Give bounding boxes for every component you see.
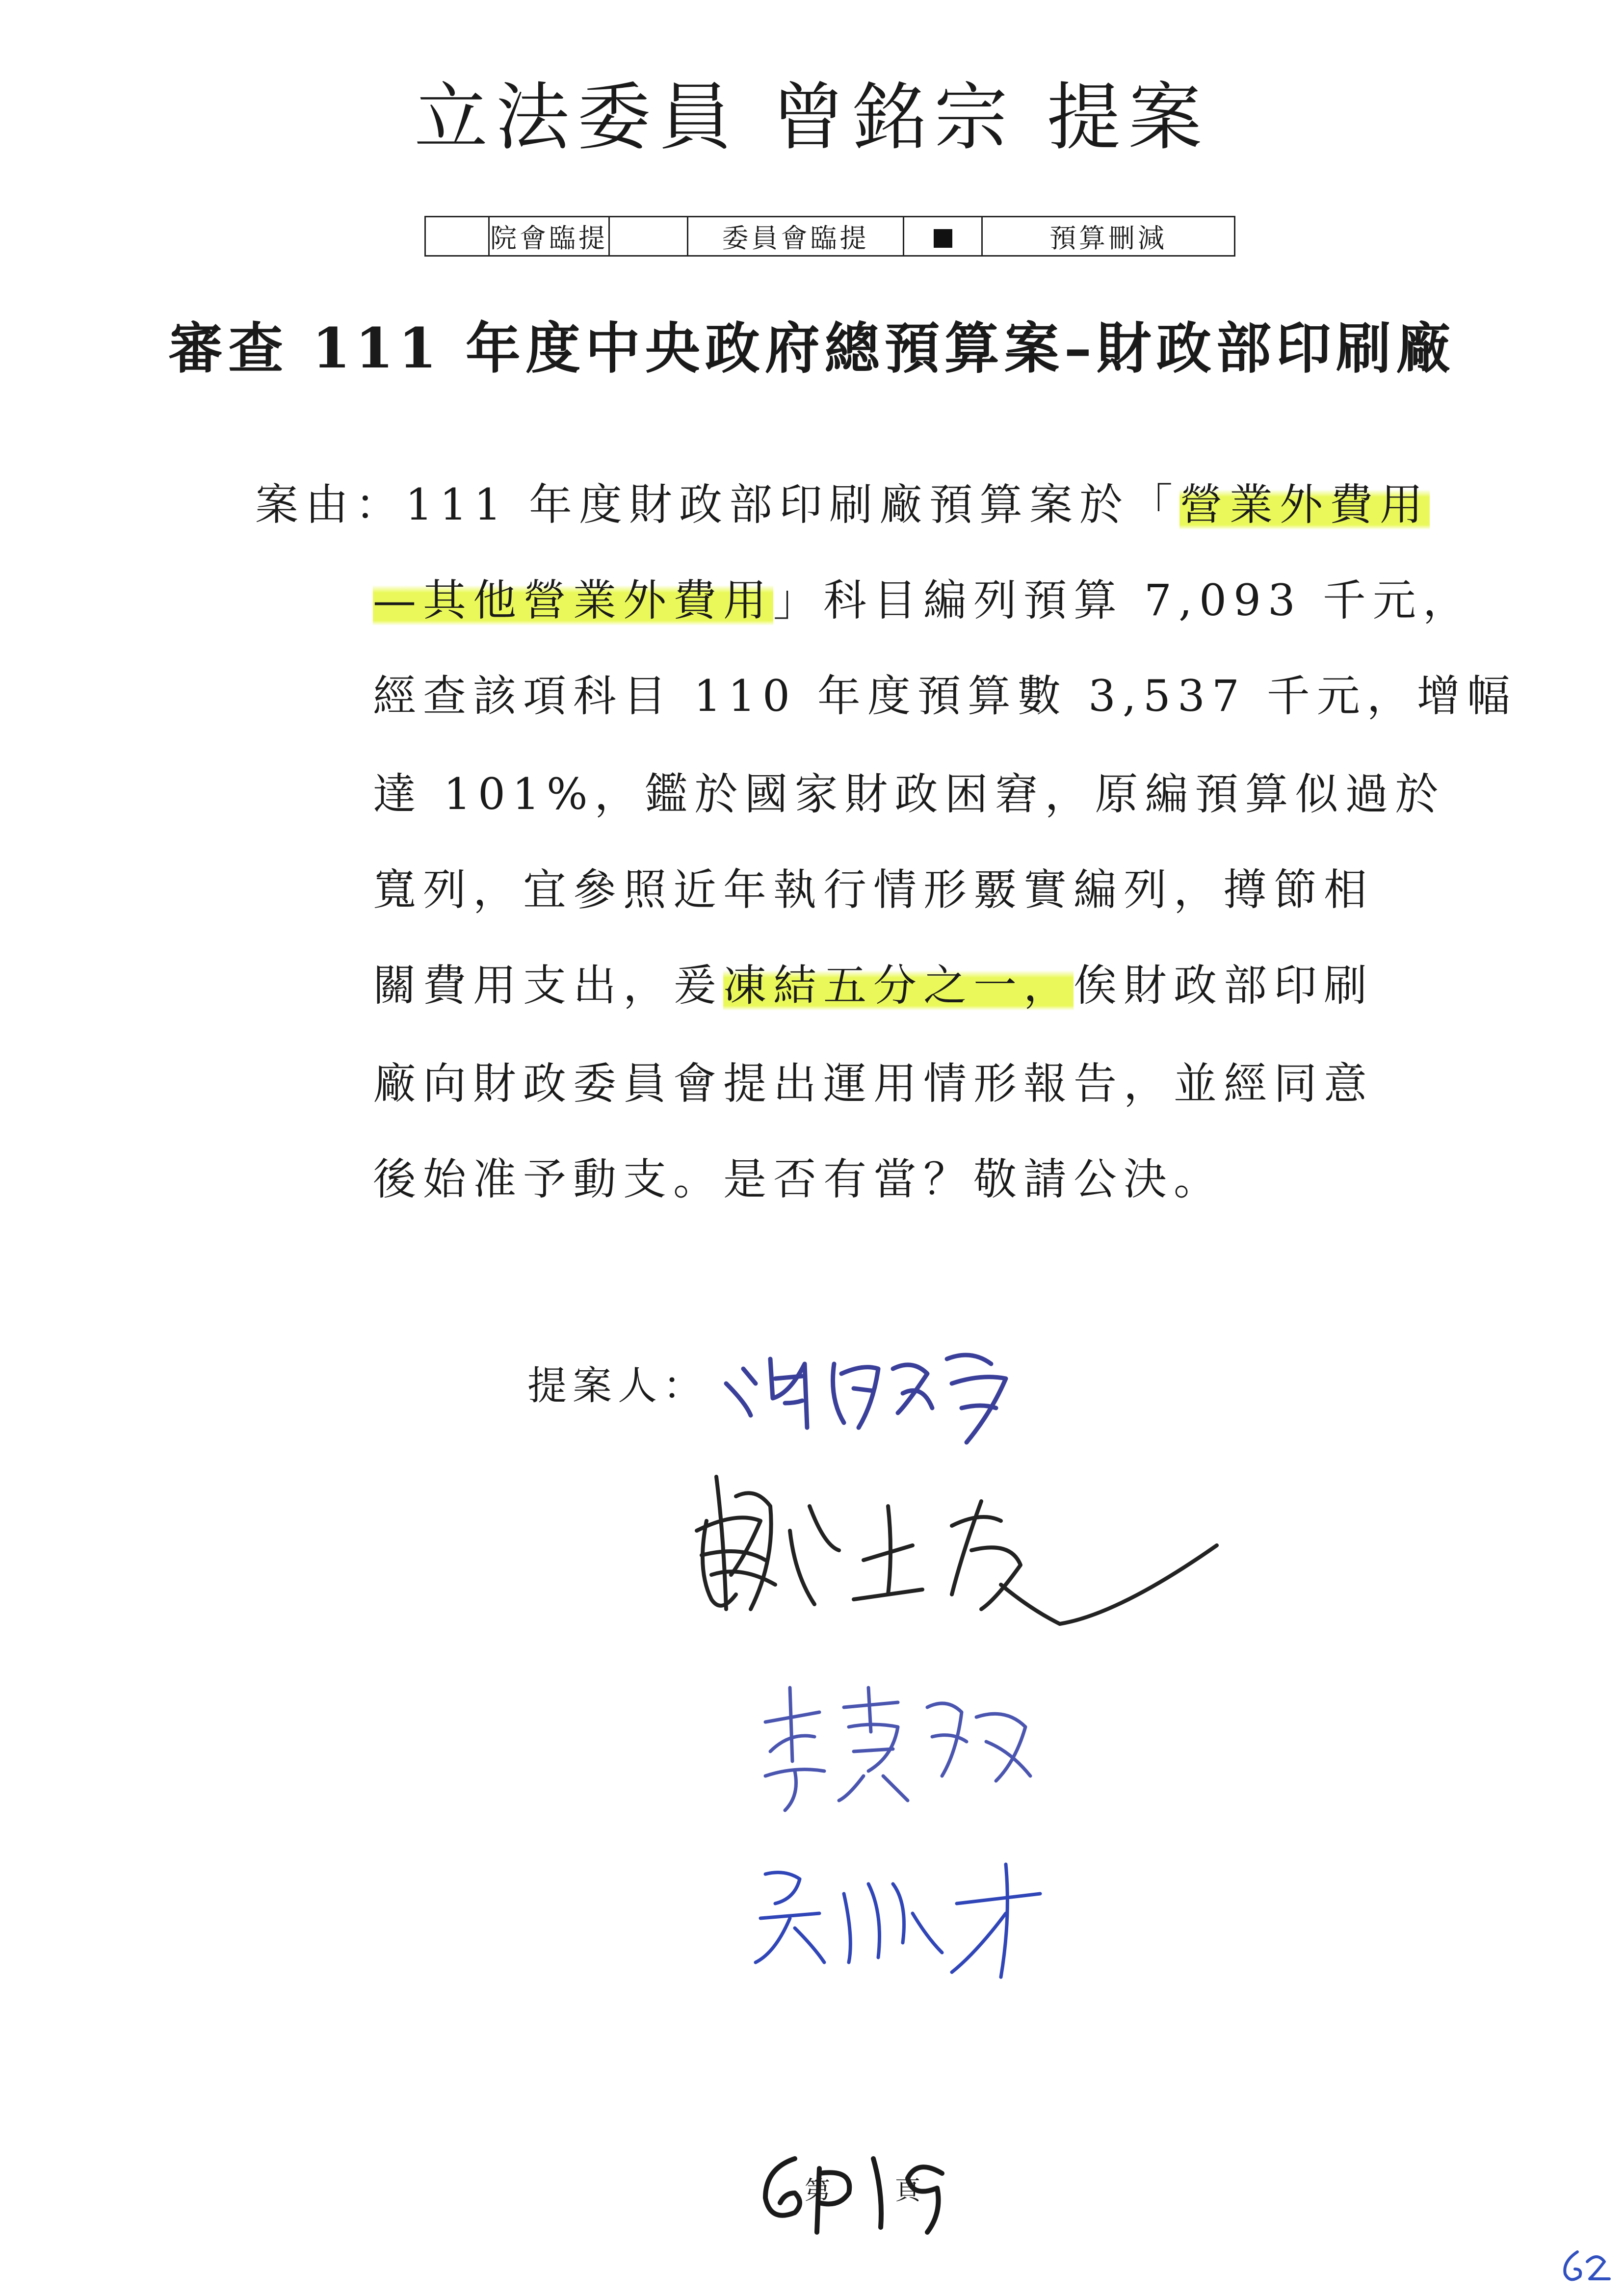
label-plenary-motion: 院會臨提 [489, 217, 609, 256]
signature-tseng-ming-chung [716, 1330, 1021, 1457]
checkbox-budget-cut[interactable] [904, 217, 982, 256]
body-text-segment: 」科目編列預算 7,093 千元， [773, 575, 1473, 626]
body-line [255, 479, 1430, 530]
page-number-label: 第 頁 [805, 2176, 941, 2206]
checkbox-plenary[interactable] [425, 217, 489, 256]
body-line [373, 575, 1473, 626]
legislator-header: 立法委員 曾銘宗 提案 [414, 75, 1210, 160]
proposal-type-table [424, 216, 1235, 257]
body-text-segment: 經查該項科目 110 年度預算數 3,537 千元，增幅 [373, 671, 1517, 721]
signature-lee-kuei-min [751, 1678, 1045, 1815]
checkbox-committee[interactable] [609, 217, 688, 256]
signature-wu-szu-huai [746, 1854, 1060, 1982]
signature-lai-shyh-bao [677, 1447, 1241, 1658]
signature-label: 提案人： [527, 1363, 708, 1409]
body-text-segment: 寬列，宜參照近年執行情形覈實編列，撙節相 [373, 864, 1374, 915]
body-text-segment: 案由：111 年度財政部印刷廠預算案於「 [255, 479, 1179, 530]
highlighted-text: 凍結五分之一， [723, 960, 1074, 1011]
label-committee-motion: 委員會臨提 [688, 217, 904, 256]
body-line [373, 1154, 1224, 1204]
body-line [373, 1058, 1374, 1109]
document-title: 審查 111 年度中央政府總預算案–財政部印刷廠 [168, 316, 1456, 381]
body-text-segment: 廠向財政委員會提出運用情形報告，並經同意 [373, 1058, 1374, 1109]
checked-square-icon [934, 229, 952, 248]
body-line [373, 671, 1517, 721]
body-line [373, 960, 1374, 1011]
body-line [373, 864, 1374, 915]
body-line [373, 769, 1445, 819]
body-text-segment: 關費用支出，爰 [373, 960, 724, 1011]
body-text-segment: 達 101%，鑑於國家財政困窘，原編預算似過於 [373, 769, 1445, 819]
highlighted-text: 營業外費用 [1179, 479, 1430, 530]
corner-handwritten-mark [1558, 2247, 1617, 2286]
body-text-segment: 俟財政部印刷 [1074, 960, 1374, 1011]
body-text-segment: 後始准予動支。是否有當？敬請公決。 [373, 1154, 1224, 1204]
highlighted-text: —其他營業外費用 [373, 575, 774, 626]
label-budget-cut: 預算刪減 [982, 217, 1235, 256]
handwritten-page-number [756, 2139, 971, 2237]
